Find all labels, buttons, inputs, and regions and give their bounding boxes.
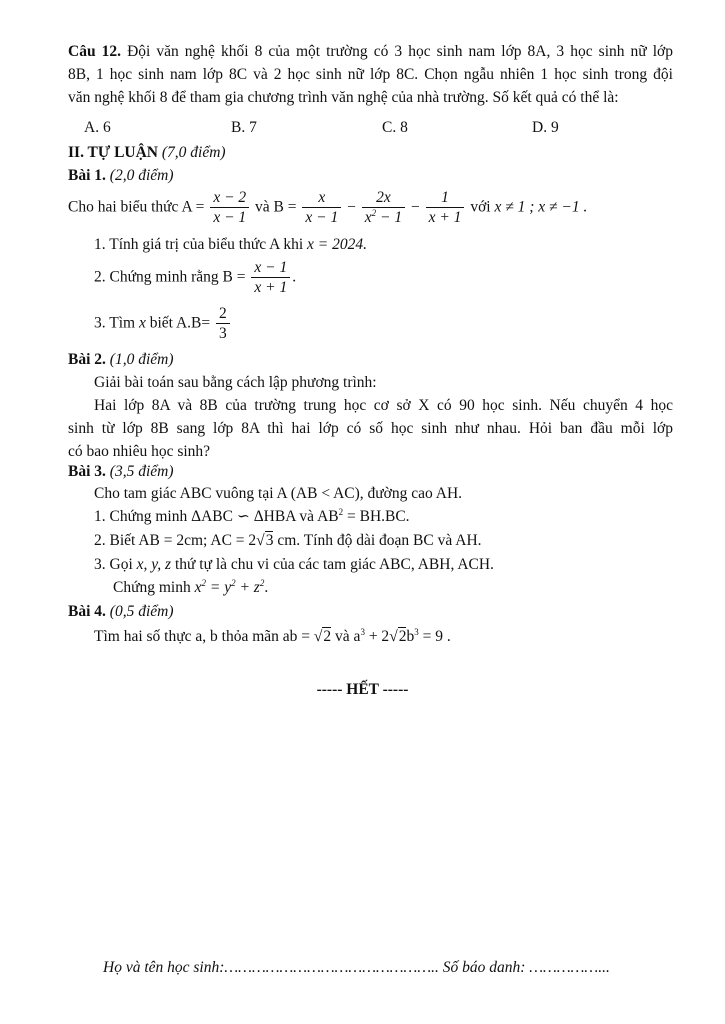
bai4-heading xyxy=(68,602,673,621)
bai4-eq2-mid: + 2 xyxy=(364,628,390,645)
bai3-item1-tri1: ΔABC xyxy=(191,508,233,525)
bai1-item2-end: . xyxy=(292,268,297,286)
bai3-item3b-pre: Chứng minh xyxy=(113,579,191,596)
bai3-item1-end: = BH.BC. xyxy=(346,508,410,525)
bai3-item-2 xyxy=(94,531,673,550)
bai1-expressions xyxy=(68,188,673,228)
bai4-eq2-a: a xyxy=(353,628,361,645)
bai1-b-term1 xyxy=(302,188,341,228)
bai1-item-3 xyxy=(94,304,673,344)
bai3-item1-exp: 2 xyxy=(338,507,344,517)
bai2-line-3: có bao nhiêu học sinh? xyxy=(68,443,211,460)
bai1-condition: x ≠ 1 ; x ≠ −1 . xyxy=(494,198,588,216)
bai1-item3-numerator: 2 xyxy=(216,304,230,324)
bai1-b-term2-den-var: x xyxy=(364,209,372,227)
bai1-item2-numerator: x − 1 xyxy=(251,258,290,278)
sqrt-icon: √ xyxy=(389,628,398,645)
bai1-b-term3-numerator: 1 xyxy=(426,188,465,208)
bai1-item3-denominator: 3 xyxy=(219,325,227,343)
bai1-item-1 xyxy=(94,235,673,254)
end-marker: ----- HẾT ----- xyxy=(316,681,409,698)
bai3-item2-rad: 3 xyxy=(265,532,274,549)
bai3-item3b-formula xyxy=(195,579,265,596)
bai1-b-term2-numerator: 2x xyxy=(362,188,405,208)
bai3-item-3b xyxy=(113,578,673,597)
section-2-heading xyxy=(68,143,673,162)
bai3-item3b-exp-2: 2 xyxy=(231,578,236,588)
bai3-item1-mid: và AB xyxy=(299,508,339,525)
bai3-intro: Cho tam giác ABC vuông tại A (AB < AC), đường cao AH. xyxy=(94,485,463,502)
bai3-item2-end: cm. Tính độ dài đoạn BC và AH. xyxy=(277,532,482,549)
bai1-item1-text: 1. Tính giá trị của biểu thức A khi xyxy=(94,236,304,253)
bai2-line-1: Hai lớp 8A và 8B của trường trung học cơ sở X có 90 học sinh. Nếu chuyển 4 học xyxy=(94,397,673,414)
bai3-item3-pre: 3. Gọi xyxy=(94,556,133,573)
bai3-item3-end: thứ tự là chu vi của các tam giác ABC, ABH, ACH. xyxy=(174,556,494,573)
bai3-points: (3,5 điểm) xyxy=(109,463,174,480)
bai1-b-term2-denominator xyxy=(362,208,405,227)
bai1-item3-fraction xyxy=(216,304,230,344)
student-info-footer: Họ và tên học sinh:……………………………………….. Số báo danh: ……………... xyxy=(103,959,610,976)
bai1-item2-fraction xyxy=(251,258,290,298)
q12-text-1: Đội văn nghệ khối 8 của một trường có 3 học sinh nam lớp 8A, 3 học sinh nữ lớp xyxy=(127,43,674,60)
bai3-item3b-mid2: + z xyxy=(235,579,260,596)
q12-label: Câu 12. xyxy=(68,43,121,60)
q12-line-2: 8B, 1 học sinh nam lớp 8C và 2 học sinh nữ lớp 8C. Chọn ngẫu nhiên 1 học sinh trong đội xyxy=(68,66,673,83)
bai1-b-term1-denominator: x − 1 xyxy=(305,209,339,227)
bai1-item-2 xyxy=(94,258,673,298)
bai1-item3-var: x xyxy=(138,314,146,332)
choice-b: B. 7 xyxy=(231,119,257,136)
bai3-item1-tri2: ΔHBA xyxy=(253,508,296,525)
bai4-eq2-end: = 9 . xyxy=(418,628,451,645)
bai3-item-3 xyxy=(94,555,673,574)
bai3-item2-pre: 2. Biết AB = 2cm; AC = 2 xyxy=(94,532,257,549)
section-2-points: (7,0 điểm) xyxy=(161,144,226,161)
bai3-item1-sim: ∽ xyxy=(236,508,250,525)
bai1-label: Bài 1. xyxy=(68,167,106,184)
bai1-item2-eq: B = xyxy=(222,268,246,286)
section-2-title: II. TỰ LUẬN xyxy=(68,144,159,161)
bai1-minus-2: − xyxy=(410,198,420,216)
bai3-item3-vars: x, y, z xyxy=(136,556,172,573)
bai1-minus-1: − xyxy=(347,198,356,216)
bai4-eq2-b: b xyxy=(406,628,415,645)
bai4-eq2-exp-2: 3 xyxy=(414,627,419,637)
bai1-b-term1-numerator: x xyxy=(302,188,341,208)
bai3-item3b-exp-1: 2 xyxy=(201,578,206,588)
bai3-item-1 xyxy=(94,507,673,526)
bai1-and: và xyxy=(255,198,270,216)
bai3-label: Bài 3. xyxy=(68,463,106,480)
bai1-b-term2-den-exp: 2 xyxy=(371,208,377,219)
bai4-points: (0,5 điểm) xyxy=(109,603,174,620)
bai4-eq1-pre: ab = xyxy=(282,628,314,645)
bai2-line-2: sinh từ lớp 8B sang lớp 8A thì hai lớp có số học sinh như nhau. Hỏi ban đầu mỗi lớp xyxy=(68,420,673,437)
bai2-heading xyxy=(68,350,673,369)
bai2-points: (1,0 điểm) xyxy=(109,351,174,368)
sqrt-icon: √ xyxy=(313,628,323,645)
q12-line-3: văn nghệ khối 8 để tham gia chương trình văn nghệ của nhà trường. Số kết quả có thể là: xyxy=(68,89,619,106)
bai3-item3b-exp-3: 2 xyxy=(259,578,265,588)
bai1-b-eq: B = xyxy=(273,198,297,216)
bai4-statement xyxy=(94,627,673,646)
bai1-item1-value: x = 2024. xyxy=(307,236,367,253)
bai2-label: Bài 2. xyxy=(68,351,106,368)
bai1-b-term2 xyxy=(362,188,405,228)
bai1-b-term3-denominator: x + 1 xyxy=(428,209,462,227)
bai3-item3b-end: . xyxy=(264,579,269,596)
bai3-item3b-x: x xyxy=(194,579,202,596)
bai3-heading xyxy=(68,462,673,481)
bai3-item1-pre: 1. Chứng minh xyxy=(94,508,188,525)
bai4-eq2-rad: 2 xyxy=(398,628,407,645)
bai1-item2-denominator: x + 1 xyxy=(254,279,288,297)
bai1-points: (2,0 điểm) xyxy=(109,167,174,184)
bai1-b-term3 xyxy=(426,188,465,228)
choice-c: C. 8 xyxy=(382,119,408,136)
bai4-and: và xyxy=(335,628,350,645)
bai4-eq2-exp-1: 3 xyxy=(360,627,365,637)
bai1-b-term2-den-post: − 1 xyxy=(376,209,403,227)
bai1-a-numerator: x − 2 xyxy=(210,188,249,208)
bai1-cond-pre: với xyxy=(470,198,491,216)
choice-d: D. 9 xyxy=(532,119,559,136)
q12-line-1 xyxy=(68,42,673,61)
bai1-a-fraction xyxy=(210,188,249,228)
bai1-intro: Cho hai biểu thức xyxy=(68,198,179,216)
bai1-item3-mid: biết A.B= xyxy=(149,314,211,332)
bai4-label: Bài 4. xyxy=(68,603,106,620)
bai1-a-eq: A = xyxy=(181,198,205,216)
bai1-item3-pre: 3. Tìm xyxy=(94,314,136,332)
bai4-eq1-rad: 2 xyxy=(323,628,332,645)
bai4-intro: Tìm hai số thực a, b thỏa mãn xyxy=(94,628,279,645)
bai1-item2-text: 2. Chứng minh rằng xyxy=(94,268,219,286)
bai1-heading xyxy=(68,166,673,185)
sqrt-icon: √ xyxy=(256,532,265,549)
choice-a: A. 6 xyxy=(84,119,111,136)
bai1-a-denominator: x − 1 xyxy=(213,209,247,227)
bai2-intro: Giải bài toán sau bằng cách lập phương trình: xyxy=(94,374,377,391)
bai3-item3b-mid1: = y xyxy=(206,579,232,596)
